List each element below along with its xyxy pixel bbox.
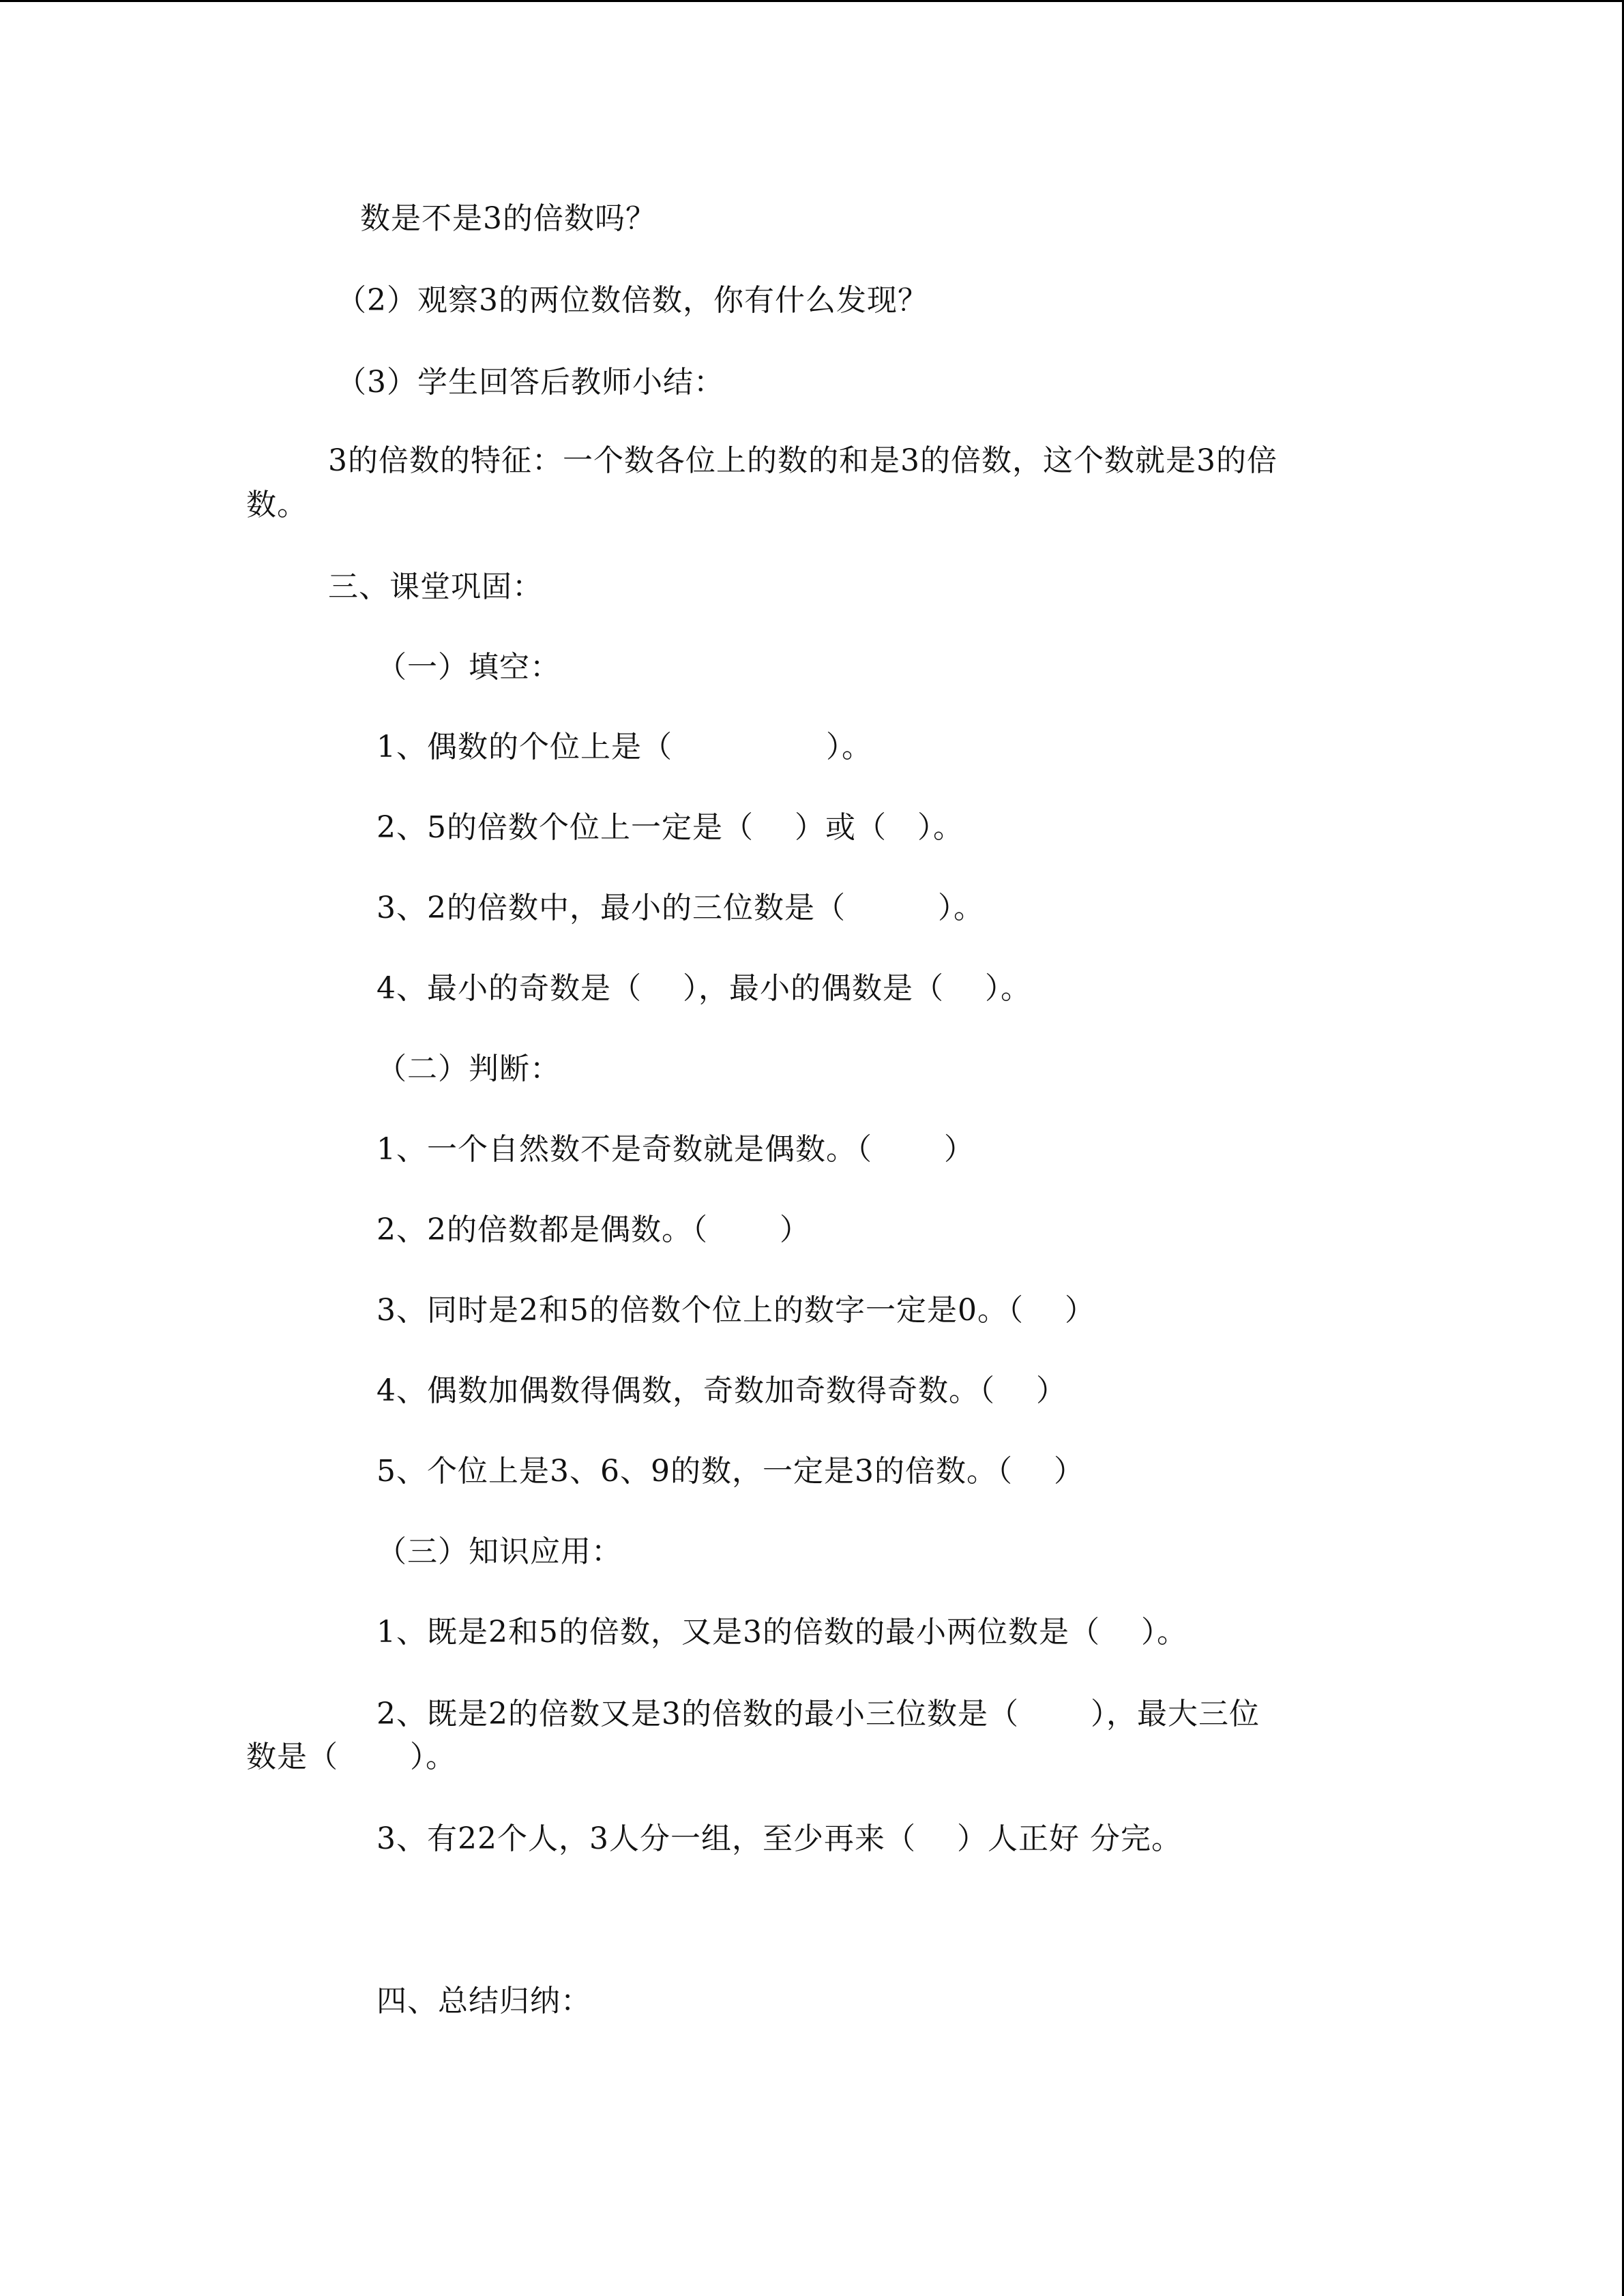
text-line-3: （3）学生回答后教师小结： — [336, 365, 724, 400]
subsection-fill-blank: （一）填空： — [377, 650, 561, 685]
question-line: 1、既是2和5的倍数，又是3的倍数的最小两位数是（ ）。 — [377, 1615, 1187, 1650]
question-line: 5、个位上是3、6、9的数，一定是3的倍数。（ ） — [377, 1454, 1084, 1489]
question-line: 3、有22个人，3人分一组，至少再来（ ）人正好 分完。 — [377, 1821, 1182, 1856]
subsection-judgement: （二）判断： — [377, 1052, 561, 1086]
subsection-application: （三）知识应用： — [377, 1534, 622, 1569]
text-line-4: 3的倍数的特征：一个数各位上的数的和是3的倍数，这个数就是3的倍 — [328, 443, 1278, 478]
question-line: 4、偶数加偶数得偶数，奇数加奇数得奇数。（ ） — [377, 1373, 1067, 1408]
question-line: 3、2的倍数中，最小的三位数是（ ）。 — [377, 891, 984, 925]
question-line: 3、同时是2和5的倍数个位上的数字一定是0。（ ） — [377, 1293, 1095, 1328]
section-heading-3: 三、课堂巩固： — [328, 569, 543, 604]
question-line-continued: 数是（ ）。 — [246, 1740, 456, 1774]
section-heading-4: 四、总结归纳： — [377, 1984, 591, 2018]
question-line: 4、最小的奇数是（ ），最小的偶数是（ ）。 — [377, 971, 1031, 1006]
text-line-1: 数是不是3的倍数吗？ — [360, 201, 656, 236]
question-line: 1、偶数的个位上是（ ）。 — [377, 730, 872, 764]
question-line: 1、一个自然数不是奇数就是偶数。（ ） — [377, 1132, 975, 1167]
text-line-5: 数。 — [246, 488, 308, 522]
text-line-2: （2）观察3的两位数倍数，你有什么发现？ — [336, 283, 928, 318]
question-line: 2、既是2的倍数又是3的倍数的最小三位数是（ ），最大三位 — [377, 1697, 1260, 1731]
question-line: 2、5的倍数个位上一定是（ ）或（ ）。 — [377, 810, 964, 845]
question-line: 2、2的倍数都是偶数。（ ） — [377, 1212, 810, 1247]
